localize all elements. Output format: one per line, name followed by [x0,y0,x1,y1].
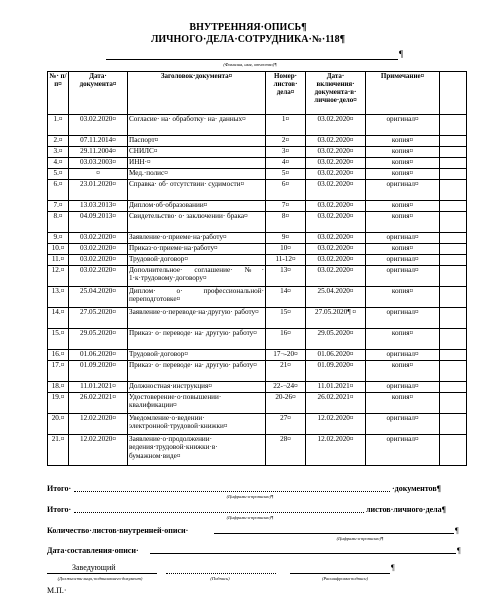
row-empty-cell [440,382,467,393]
row-note: копия¤ [366,158,440,169]
signature-caption: (Подпись) [210,576,230,581]
col-title-header: Заголовок·документа¤ [128,72,266,115]
row-note: копия¤ [366,147,440,158]
row-sheets: 4¤ [266,158,306,169]
row-date: 03.02.2020¤ [69,244,128,255]
row-note: копия¤ [366,212,440,233]
row-date: 01.09.2020¤ [69,361,128,382]
row-note: копия¤ [366,136,440,147]
row-title: Заявление·о·переводе·на·другую· работу¤ [128,308,266,329]
col-date-header: Дата· документа¤ [69,72,128,115]
row-number: 13.¤ [48,287,69,308]
row-sheets: 27¤ [266,414,306,435]
row-sheets: 20-26¤ [266,393,306,414]
row-empty-cell [440,115,467,136]
docs-words-caption: (Цифрами·и·прописью)¶ [226,494,274,499]
row-title: Мед.·полис¤ [128,169,266,180]
row-date: 03.02.2020¤ [69,115,128,136]
row-sheets: 1¤ [266,115,306,136]
table-row [48,212,467,233]
count-label: Количество·листов·внутренней·описи· [47,526,189,535]
row-sheets: 16¤ [266,329,306,350]
itogo-sheets-label: Итого· [47,505,72,514]
row-date: 07.11.2014¤ [69,136,128,147]
row-number: 11.¤ [48,255,69,266]
docs-count-field[interactable] [74,484,390,492]
row-inclusion-date: 11.01.2021¤ [306,382,366,393]
row-note: копия¤ [366,361,440,382]
row-inclusion-date: 03.02.2020¤ [306,180,366,201]
row-number: 3.¤ [48,147,69,158]
row-title: Согласие· на· обработку· на· данных¤ [128,115,266,136]
row-date: 12.02.2020¤ [69,435,128,466]
stamp-place-label: М.П.· [47,586,67,595]
row-number: 6.¤ [48,180,69,201]
row-sheets: 6¤ [266,180,306,201]
row-number: 18.¤ [48,382,69,393]
row-sheets: 5¤ [266,169,306,180]
table-row [48,414,467,435]
row-note: оригинал¤ [366,350,440,361]
table-row [48,435,467,466]
row-sheets: 17¬-20¤ [266,350,306,361]
signature-decode-field[interactable] [290,566,390,574]
pilcrow-mark: ¶ [399,49,404,59]
row-title: Диплом· о· профессиональной· переподготовке¤ [128,287,266,308]
row-title: Заявление·о·приеме·на·работу¤ [128,233,266,244]
count-words-caption: (Цифрами·и·прописью)¶ [336,536,384,541]
table-row [48,147,467,158]
row-title: СНИЛС¤ [128,147,266,158]
row-date: 29.11.2004¤ [69,147,128,158]
row-note: оригинал¤ [366,435,440,466]
position-caption: (Должность·лица,·подписавшего·документ) [57,576,143,581]
row-number: 21.¤ [48,435,69,466]
row-sheets: 28¤ [266,435,306,466]
compile-date-field[interactable] [150,546,456,554]
sheets-count-field[interactable] [74,505,364,513]
table-row [48,169,467,180]
inner-count-field[interactable] [214,526,454,534]
pilcrow-mark: ¶ [455,526,459,535]
row-empty-cell [440,233,467,244]
row-title: Удостоверение·о·повышении· квалификации¤ [128,393,266,414]
document-title: ВНУТРЕННЯЯ·ОПИСЬ¶ [189,22,307,33]
row-date: 03.02.2020¤ [69,266,128,287]
row-inclusion-date: 12.02.2020¤ [306,414,366,435]
row-title: Трудовой·договор¤ [128,255,266,266]
row-number: 20.¤ [48,414,69,435]
row-note: оригинал¤ [366,255,440,266]
row-date: 25.04.2020¤ [69,287,128,308]
col-note-header: Примечание¤ [366,72,440,115]
row-title: Трудовой·договор¤ [128,350,266,361]
row-sheets: 22-¬24¤ [266,382,306,393]
table-row [48,244,467,255]
row-inclusion-date: 03.02.2020¤ [306,255,366,266]
table-row [48,136,467,147]
row-note: оригинал¤ [366,382,440,393]
row-sheets: 13¤ [266,266,306,287]
table-row [48,255,467,266]
row-sheets: 14¤ [266,287,306,308]
pilcrow-mark: ¶ [457,546,461,555]
row-note: копия¤ [366,169,440,180]
col-inclusion-date-header: Дата· включения· документа·в· личное·дело¤ [306,72,366,115]
sheets-label: листов·личного·дела¶ [366,505,446,514]
table-row [48,233,467,244]
row-number: 12.¤ [48,266,69,287]
row-inclusion-date: 27.05.2020¶ ¤ [306,308,366,329]
table-row [48,115,467,136]
row-sheets: 11-12¤ [266,255,306,266]
table-row [48,382,467,393]
row-inclusion-date: 26.02.2021¤ [306,393,366,414]
row-note: копия¤ [366,287,440,308]
inventory-table [47,71,467,466]
col-sheets-header: Номер· листов· дела¤ [266,72,306,115]
row-empty-cell [440,169,467,180]
row-inclusion-date: 03.02.2020¤ [306,136,366,147]
row-empty-cell [440,350,467,361]
row-empty-cell [440,212,467,233]
row-date: 11.01.2021¤ [69,382,128,393]
row-empty-cell [440,435,467,466]
row-number: 10.¤ [48,244,69,255]
decode-caption: (Расшифровка·подписи) [322,576,368,581]
row-date: 23.01.2020¤ [69,180,128,201]
row-note: оригинал¤ [366,414,440,435]
row-note: оригинал¤ [366,115,440,136]
itogo-docs-label: Итого· [47,484,72,493]
row-empty-cell [440,361,467,382]
row-title: Диплом·об·образовании¤ [128,201,266,212]
row-inclusion-date: 29.05.2020¤ [306,329,366,350]
row-title: Приказ· о· переводе· на· другую· работу¤ [128,361,266,382]
row-sheets: 10¤ [266,244,306,255]
row-number: 9.¤ [48,233,69,244]
row-title: Уведомление·о·ведении· электронной·трудовой·книжки¤ [128,414,266,435]
row-empty-cell [440,266,467,287]
row-number: 17.¤ [48,361,69,382]
table-row [48,308,467,329]
table-row [48,350,467,361]
row-sheets: 3¤ [266,147,306,158]
row-sheets: 7¤ [266,201,306,212]
row-empty-cell [440,136,467,147]
row-note: оригинал¤ [366,180,440,201]
row-empty-cell [440,201,467,212]
row-note: оригинал¤ [366,266,440,287]
signature-field[interactable] [166,566,276,574]
row-number: 5.¤ [48,169,69,180]
table-row [48,158,467,169]
row-title: ИНН·¤ [128,158,266,169]
row-note: копия¤ [366,329,440,350]
row-number: 1.¤ [48,115,69,136]
row-empty-cell [440,308,467,329]
employee-name-line[interactable] [106,51,398,60]
row-number: 7.¤ [48,201,69,212]
col-empty-header [440,72,467,115]
row-date: 29.05.2020¤ [69,329,128,350]
row-title: Приказ·о·приеме·на·работу¤ [128,244,266,255]
row-title: Приказ· о· переводе· на· другую· работу¤ [128,329,266,350]
row-sheets: 2¤ [266,136,306,147]
table-header-row [48,72,467,115]
row-date: 03.02.2020¤ [69,233,128,244]
table-row [48,201,467,212]
row-date: 03.03.2003¤ [69,158,128,169]
row-date: 03.02.2020¤ [69,255,128,266]
row-date: 12.02.2020¤ [69,414,128,435]
table-row [48,361,467,382]
row-inclusion-date: 25.04.2020¤ [306,287,366,308]
name-caption: (Фамилия, имя, отчество)¶ [223,62,277,67]
row-date: 26.02.2021¤ [69,393,128,414]
row-number: 14.¤ [48,308,69,329]
row-inclusion-date: 03.02.2020¤ [306,158,366,169]
row-empty-cell [440,244,467,255]
row-inclusion-date: 03.02.2020¤ [306,147,366,158]
row-note: копия¤ [366,201,440,212]
row-number: 15.¤ [48,329,69,350]
row-sheets: 8¤ [266,212,306,233]
row-date: 27.05.2020¤ [69,308,128,329]
row-note: оригинал¤ [366,308,440,329]
row-date: 04.09.2013¤ [69,212,128,233]
docs-label: ·документов¶ [392,484,441,493]
row-empty-cell [440,147,467,158]
row-title: Паспорт¤ [128,136,266,147]
row-empty-cell [440,180,467,201]
table-row [48,287,467,308]
row-note: копия¤ [366,244,440,255]
row-inclusion-date: 03.02.2020¤ [306,244,366,255]
pilcrow-mark: ¶ [391,563,395,572]
position-value: Заведующий [72,563,116,572]
row-title: Должностная·инструкция¤ [128,382,266,393]
row-empty-cell [440,287,467,308]
row-inclusion-date: 03.02.2020¤ [306,266,366,287]
document-subtitle: ЛИЧНОГО·ДЕЛА·СОТРУДНИКА·№·118¶ [150,34,346,45]
row-inclusion-date: 01.06.2020¤ [306,350,366,361]
row-inclusion-date: 01.09.2020¤ [306,361,366,382]
row-inclusion-date: 03.02.2020¤ [306,233,366,244]
row-inclusion-date: 03.02.2020¤ [306,169,366,180]
row-empty-cell [440,329,467,350]
row-number: 2.¤ [48,136,69,147]
row-sheets: 15¤ [266,308,306,329]
row-number: 4.¤ [48,158,69,169]
col-number-header: №· п/п¤ [48,72,69,115]
table-row [48,329,467,350]
table-row [48,266,467,287]
row-title: Заявление·о·продолжении· ведения·трудовой·книжки·в· бумажном·виде¤ [128,435,266,466]
row-date: ¤ [69,169,128,180]
row-title: Свидетельство· о· заключении· брака¤ [128,212,266,233]
row-inclusion-date: 12.02.2020¤ [306,435,366,466]
row-date: 01.06.2020¤ [69,350,128,361]
row-sheets: 21¤ [266,361,306,382]
row-inclusion-date: 03.02.2020¤ [306,212,366,233]
row-note: копия¤ [366,393,440,414]
table-row [48,393,467,414]
compile-date-label: Дата·составления·описи· [47,546,139,555]
row-title: Дополнительное· соглашение· №· 1·к·трудовому·договору¤ [128,266,266,287]
row-inclusion-date: 03.02.2020¤ [306,201,366,212]
row-note: оригинал¤ [366,233,440,244]
row-empty-cell [440,158,467,169]
row-empty-cell [440,255,467,266]
row-title: Справка· об· отсутствии· судимости¤ [128,180,266,201]
row-empty-cell [440,414,467,435]
row-empty-cell [440,393,467,414]
row-sheets: 9¤ [266,233,306,244]
table-row [48,180,467,201]
sheets-words-caption: (Цифрами·и·прописью)¶ [226,515,274,520]
row-number: 19.¤ [48,393,69,414]
row-date: 13.03.2013¤ [69,201,128,212]
row-number: 8.¤ [48,212,69,233]
row-number: 16.¤ [48,350,69,361]
row-inclusion-date: 03.02.2020¤ [306,115,366,136]
